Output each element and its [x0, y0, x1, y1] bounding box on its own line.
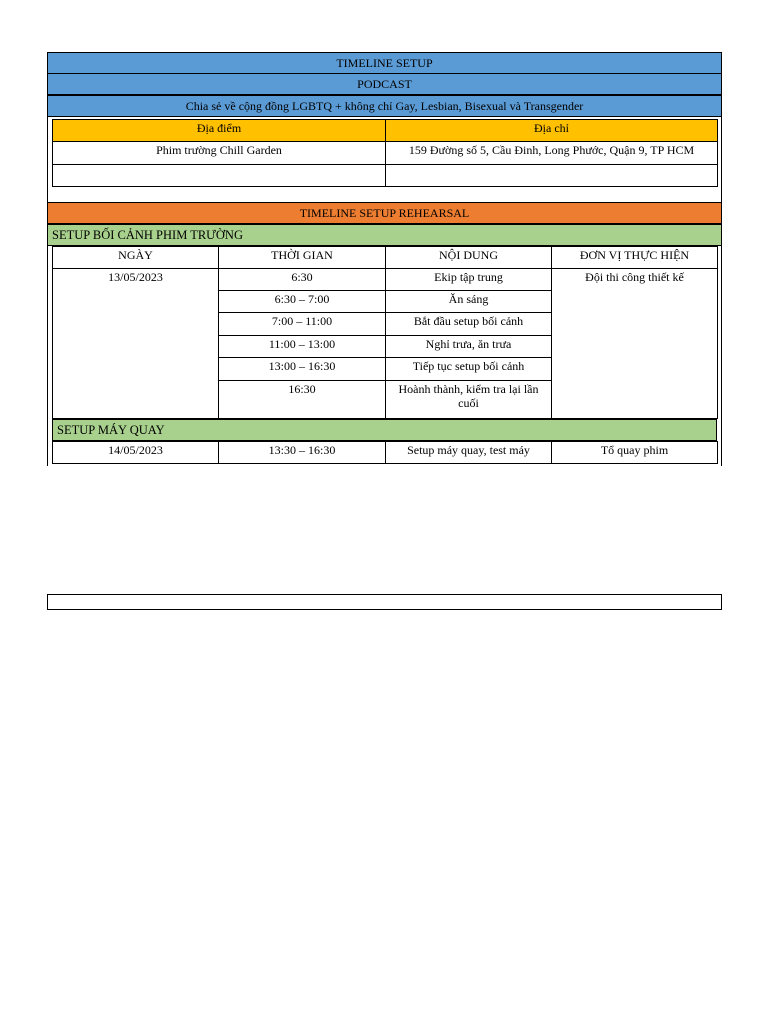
section-title-camera: SETUP MÁY QUAY	[52, 419, 717, 441]
content-cell: Nghỉ trưa, ăn trưa	[386, 336, 552, 358]
location-col-header: Địa điểm	[53, 120, 386, 142]
time-cell: 13:30 – 16:30	[219, 442, 386, 464]
time-cell: 16:30	[219, 381, 386, 419]
address-col-header: Địa chỉ	[386, 120, 718, 142]
location-cell	[53, 165, 386, 187]
time-col-header: THỜI GIAN	[219, 247, 386, 269]
content-cell: Ăn sáng	[386, 291, 552, 313]
location-table	[52, 119, 718, 187]
table-row	[53, 442, 718, 464]
date-cell: 13/05/2023	[53, 269, 219, 419]
title-band: TIMELINE SETUP	[47, 52, 722, 74]
camera-table	[52, 441, 718, 464]
rehearsal-title-band: TIMELINE SETUP REHEARSAL	[47, 202, 722, 224]
date-cell: 14/05/2023	[53, 442, 219, 464]
time-cell: 6:30	[219, 269, 386, 291]
description-band: Chia sẻ về cộng đồng LGBTQ + không chỉ Gay, Lesbian, Bisexual và Transgender	[47, 95, 722, 117]
content-col-header: NỘI DUNG	[386, 247, 552, 269]
content-cell: Hoành thành, kiểm tra lại lần cuối	[386, 381, 552, 419]
time-cell: 7:00 – 11:00	[219, 313, 386, 336]
unit-col-header: ĐƠN VỊ THỰC HIỆN	[552, 247, 718, 269]
location-header-row	[53, 120, 718, 142]
time-cell: 11:00 – 13:00	[219, 336, 386, 358]
unit-cell: Đội thi công thiết kế	[552, 269, 718, 419]
content-cell: Bắt đầu setup bối cảnh	[386, 313, 552, 336]
date-col-header: NGÀY	[53, 247, 219, 269]
content-cell: Ekip tập trung	[386, 269, 552, 291]
address-cell	[386, 165, 718, 187]
subtitle-band: PODCAST	[47, 73, 722, 95]
unit-cell: Tổ quay phim	[552, 442, 718, 464]
table-row	[53, 165, 718, 187]
content-cell: Tiếp tục setup bối cảnh	[386, 358, 552, 381]
location-cell: Phim trường Chill Garden	[53, 142, 386, 165]
rehearsal-header-row	[53, 247, 718, 269]
address-cell: 159 Đường số 5, Cầu Đinh, Long Phước, Quận 9, TP HCM	[386, 142, 718, 165]
content-cell: Setup máy quay, test máy	[386, 442, 552, 464]
time-cell: 13:00 – 16:30	[219, 358, 386, 381]
table-row	[53, 142, 718, 165]
table-row	[53, 269, 718, 291]
section-title-set: SETUP BỐI CẢNH PHIM TRƯỜNG	[47, 224, 722, 246]
time-cell: 6:30 – 7:00	[219, 291, 386, 313]
rehearsal-table	[52, 246, 718, 419]
empty-box	[47, 594, 722, 610]
